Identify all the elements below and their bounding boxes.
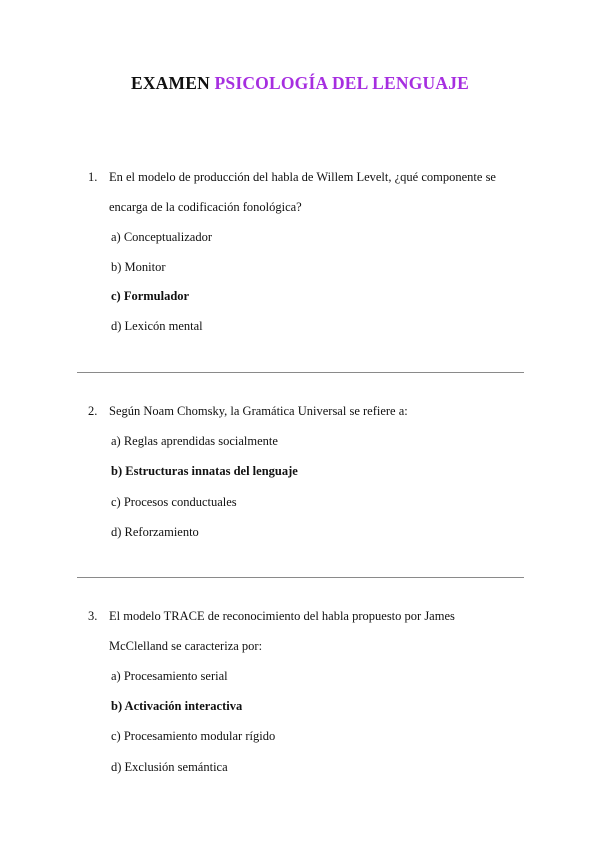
question-3-option-c: c) Procesamiento modular rígido [111, 729, 276, 743]
divider-1 [77, 372, 524, 373]
question-1-text: En el modelo de producción del habla de Willem Levelt, ¿qué componente se [109, 170, 496, 184]
question-3-number: 3. [88, 609, 98, 623]
question-2-text: Según Noam Chomsky, la Gramática Universal se refiere a: [109, 404, 408, 418]
question-2-option-d: d) Reforzamiento [111, 525, 199, 539]
exam-title [0, 73, 600, 94]
question-2-option-c: c) Procesos conductuales [111, 495, 237, 509]
question-1-option-c: c) Formulador [111, 289, 190, 303]
question-3-text-cont: McClelland se caracteriza por: [109, 639, 263, 653]
question-1-option-a: a) Conceptualizador [111, 230, 212, 244]
question-2-option-a: a) Reglas aprendidas socialmente [111, 434, 278, 448]
question-1-text-cont: encarga de la codificación fonológica? [109, 200, 302, 214]
question-2-option-b: b) Estructuras innatas del lenguaje [111, 464, 298, 478]
question-1-number: 1. [88, 170, 98, 184]
divider-2 [77, 577, 524, 578]
title-subject: PSICOLOGÍA DEL LENGUAJE [214, 73, 470, 93]
question-3-text: El modelo TRACE de reconocimiento del habla propuesto por James [109, 609, 455, 623]
title-prefix: EXAMEN [130, 73, 210, 93]
question-3-option-b: b) Activación interactiva [111, 699, 243, 713]
question-1-option-b: b) Monitor [111, 260, 166, 274]
question-2-number: 2. [88, 404, 98, 418]
question-1-option-d: d) Lexicón mental [111, 319, 203, 333]
question-3-option-d: d) Exclusión semántica [111, 760, 228, 774]
question-3-option-a: a) Procesamiento serial [111, 669, 228, 683]
